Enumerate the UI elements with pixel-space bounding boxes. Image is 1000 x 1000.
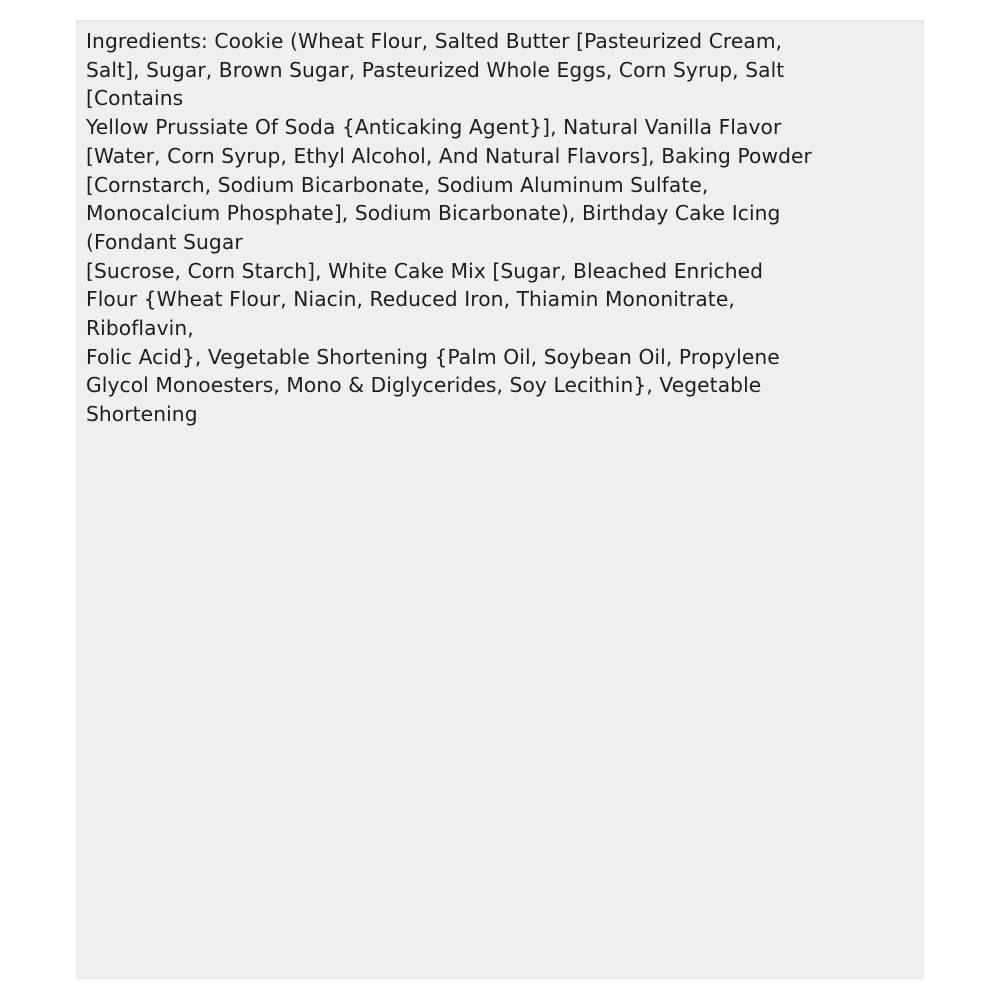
ingredients-line-1: Ingredients: Cookie (Wheat Flour, Salted Butter [Pasteurized Cream,	[86, 29, 783, 53]
ingredients-text-block	[86, 27, 916, 429]
ingredients-line-12: Folic Acid}, Vegetable Shortening {Palm Oil, Soybean Oil, Propylene	[86, 344, 780, 369]
ingredients-line-8: (Fondant Sugar	[86, 229, 243, 254]
ingredients-line-14: Shortening	[86, 402, 198, 427]
ingredients-line-3: [Contains	[86, 86, 184, 111]
ingredients-line-13: Glycol Monoesters, Mono & Diglycerides, Soy Lecithin}, Vegetable	[86, 373, 762, 398]
ingredients-line-10: Flour {Wheat Flour, Niacin, Reduced Iron, Thiamin Mononitrate,	[86, 287, 735, 312]
ingredients-line-11: Riboflavin,	[86, 316, 194, 341]
ingredients-line-2: Salt], Sugar, Brown Sugar, Pasteurized Whole Eggs, Corn Syrup, Salt	[86, 57, 785, 82]
ingredients-line-6: [Cornstarch, Sodium Bicarbonate, Sodium Aluminum Sulfate,	[86, 172, 709, 197]
ingredients-line-4: Yellow Prussiate Of Soda {Anticaking Agent}], Natural Vanilla Flavor	[86, 115, 782, 140]
ingredients-line-5: [Water, Corn Syrup, Ethyl Alcohol, And Natural Flavors], Baking Powder	[86, 143, 812, 168]
ingredients-line-9: [Sucrose, Corn Starch], White Cake Mix [Sugar, Bleached Enriched	[86, 258, 764, 283]
ingredients-line-7: Monocalcium Phosphate], Sodium Bicarbonate), Birthday Cake Icing	[86, 201, 781, 226]
